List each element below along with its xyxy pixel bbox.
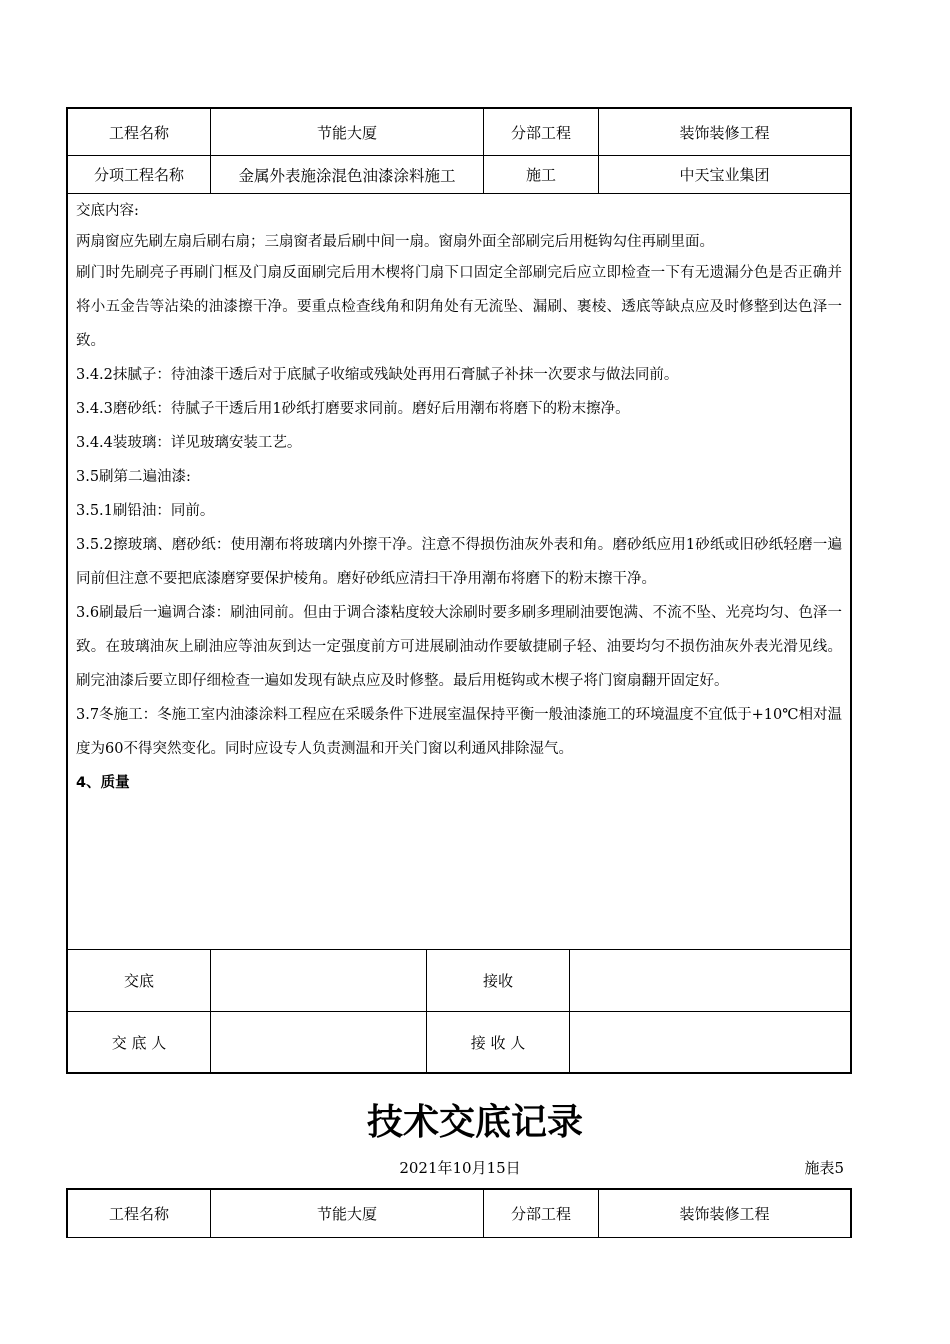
paragraph: 3.5.2擦玻璃、磨砂纸：使用潮布将玻璃内外擦干净。注意不得损伤油灰外表和角。磨砂纸应用1砂纸或旧砂纸轻磨一遍同前但注意不要把底漆磨穿要保护棱角。磨好砂纸应清扫干净用潮布将磨下的粉末擦干净。 — [76, 537, 842, 587]
paragraph: 两扇窗应先刷左扇后刷右扇；三扇窗者最后刷中间一扇。窗扇外面全部刷完后用梃钩勾住再刷里面。 — [76, 234, 714, 250]
receive-person-value — [570, 1012, 850, 1072]
table-border-left — [66, 107, 68, 1074]
item-name: 金属外表施涂混色油漆涂料施工 — [238, 166, 456, 185]
project-name: 节能大厦 — [316, 123, 377, 142]
label-item-name: 分项工程名称 — [93, 166, 184, 184]
constructor-name: 中天宝业集团 — [679, 166, 770, 184]
paragraph: 3.5.1刷铅油：同前。 — [76, 503, 215, 519]
receive-value — [570, 950, 850, 1011]
paragraph: 3.4.3磨砂纸：待腻子干透后用1砂纸打磨要求同前。磨好后用潮布将磨下的粉末擦净。 — [76, 401, 630, 417]
table-border-right — [850, 1188, 852, 1238]
row-divider — [66, 1237, 852, 1238]
label-project-name: 工程名称 — [108, 123, 169, 142]
label-sub-project: 分部工程 — [510, 123, 571, 142]
form-number: 施表5 — [804, 1159, 844, 1177]
label-handover-person: 交 底 人 — [111, 1033, 167, 1052]
record-date: 2021年10月15日 — [399, 1159, 521, 1177]
paragraph: 3.5刷第二遍油漆: — [76, 469, 191, 485]
handover-value — [211, 950, 426, 1011]
paragraph: 3.4.4装玻璃：详见玻璃安装工艺。 — [76, 435, 302, 451]
label-sub-project: 分部工程 — [510, 1205, 571, 1223]
paragraph: 3.4.2抹腻子：待油漆干透后对于底腻子收缩或残缺处再用石膏腻子补抹一次要求与做法同前。 — [76, 367, 679, 383]
label-receive: 接收 — [482, 972, 513, 990]
section-heading: 4、质量 — [76, 775, 130, 791]
sub-project: 装饰装修工程 — [679, 1205, 770, 1223]
table-border-right — [850, 107, 852, 1074]
paragraph: 刷门时先刷亮子再刷门框及门扇反面刷完后用木楔将门扇下口固定全部刷完后应立即检查一下有无遗漏分色是否正确并将小五金告等沾染的油漆擦干净。要重点检查线角和阴角处有无流坠、漏刷、裹棱、透底等缺点应及时修整到达色泽一致。 — [76, 265, 842, 349]
table-border-bottom — [66, 1072, 852, 1074]
label-project-name: 工程名称 — [108, 1205, 169, 1223]
label-construction: 施工 — [525, 166, 556, 184]
content-heading: 交底内容: — [76, 203, 139, 219]
content-body — [76, 225, 842, 800]
project-name: 节能大厦 — [316, 1205, 377, 1223]
row-divider — [66, 193, 852, 194]
record-title: 技术交底记录 — [366, 1102, 583, 1143]
paragraph: 3.6刷最后一遍调合漆：刷油同前。但由于调合漆粘度较大涂刷时要多刷多理刷油要饱满、不流不坠、光亮均匀、色泽一致。在玻璃油灰上刷油应等油灰到达一定强度前方可进展刷油动作要敏捷刷子轻、油要均匀不损伤油灰外表光滑见线。刷完油漆后要立即仔细检查一遍如发现有缺点应及时修整。最后用梃钩或木楔子将门窗扇翻开固定好。 — [76, 605, 842, 689]
label-receive-person: 接 收 人 — [470, 1033, 526, 1052]
paragraph: 3.7冬施工：冬施工室内油漆涂料工程应在采暖条件下进展室温保持平衡一般油漆施工的环境温度不宜低于+10℃相对温度为60不得突然变化。同时应设专人负责测温和开关门窗以利通风排除湿气。 — [76, 707, 842, 757]
sub-project: 装饰装修工程 — [679, 123, 770, 142]
label-handover: 交底 — [123, 972, 154, 990]
handover-person-value — [211, 1012, 426, 1072]
